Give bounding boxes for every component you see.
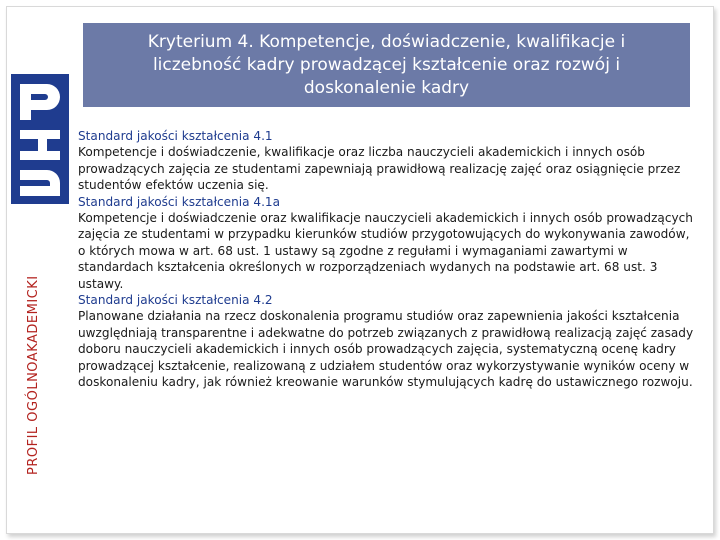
standard-body-4-2: Planowane działania na rzecz doskonalenia programu studiów oraz zapewnienia jakości kształcenia uwzględniają transparentne i adekwatne do potrzeb związanych z prawidłową realizacją zajęć zasady doboru nauczycieli akademickich i innych osób prowadzących zajęcia, systematyczną ocenę kadry prowadzącej kształcenie, realizowaną z udziałem studentów oraz wykorzystywanie wyników oceny w doskonaleniu kadry, jak również kreowanie warunków stymulujących kadrę do ustawicznego rozwoju. xyxy=(78,309,694,390)
standard-heading-4-2: Standard jakości kształcenia 4.2 xyxy=(78,293,273,308)
slide-title: Kryterium 4. Kompetencje, doświadczenie, kwalifikacje i liczebność kadry prowadzącej kształcenie oraz rozwój i doskonalenie kadry xyxy=(147,31,626,98)
standards-content xyxy=(78,128,698,391)
pka-logo-icon xyxy=(11,74,69,204)
standard-heading-4-1a: Standard jakości kształcenia 4.1a xyxy=(78,194,281,209)
side-label: PROFIL OGÓLNOAKADEMICKI xyxy=(26,275,41,475)
standard-body-4-1: Kompetencje i doświadczenie, kwalifikacje oraz liczba nauczycieli akademickich i innych osób prowadzących zajęcia ze studentami zapewniają prawidłową realizację zajęć oraz osiągnięcie przez studentów efektów uczenia się. xyxy=(78,145,681,193)
slide-title-box xyxy=(83,23,690,107)
standard-body-4-1a: Kompetencje i doświadczenie oraz kwalifikacje nauczycieli akademickich i innych osób prowadzących zajęcia ze studentami w przypadku kierunków studiów przygotowujących do wykonywania zawodów, o których mowa w art. 68 ust. 1 ustawy są zgodne z regułami i wymaganiami zawartymi w standardach kształcenia określonych w rozporządzeniach wydanych na podstawie art. 68 ust. 3 ustawy. xyxy=(78,211,693,291)
standard-heading-4-1: Standard jakości kształcenia 4.1 xyxy=(78,129,273,143)
